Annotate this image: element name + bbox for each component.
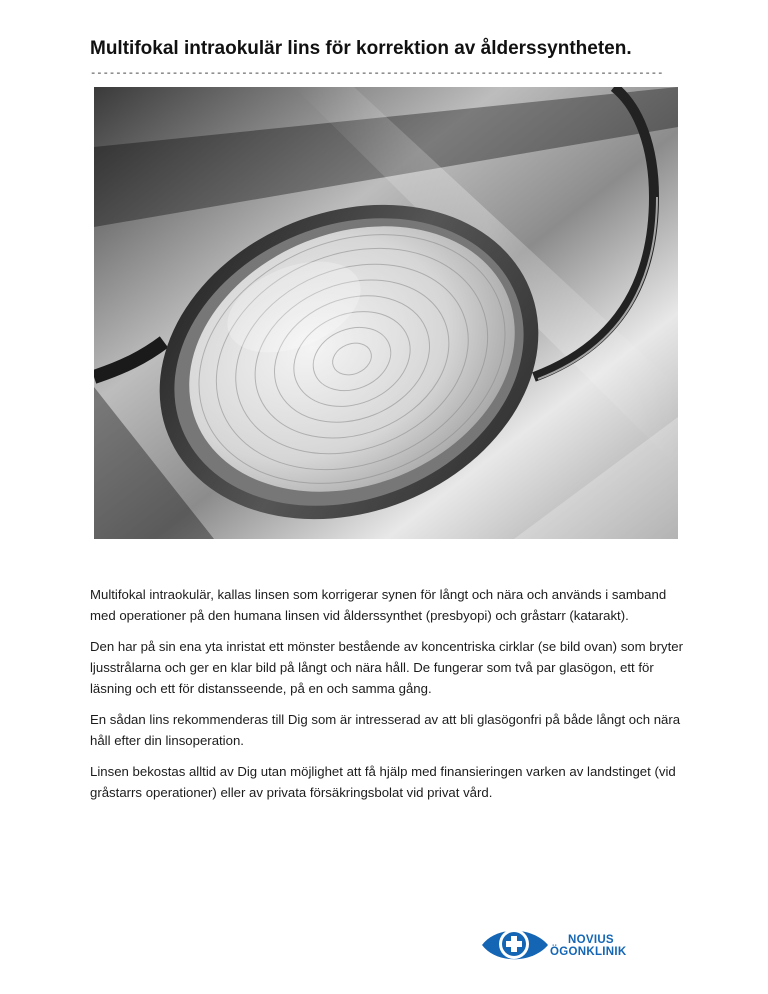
- intraocular-lens-photo: [94, 87, 678, 539]
- paragraph: Multifokal intraokulär, kallas linsen som korrigerar synen för långt och nära och används i samband med operationer på den humana linsen vid ålderssynthet (presbyopi) och gråstarr (katarakt).: [90, 587, 667, 623]
- clinic-logo: [480, 922, 640, 968]
- paragraph: Linsen bekostas alltid av Dig utan möjlighet att få hjälp med finansieringen varken av landstinget (vid gråstarrs operationer) eller av privata försäkringsbolat vid privat vård.: [90, 764, 676, 800]
- paragraph: En sådan lins rekommenderas till Dig som är intresserad av att bli glasögonfri på både långt och nära håll efter din linsoperation.: [90, 712, 681, 748]
- logo-line-1: NOVIUS: [568, 934, 614, 946]
- body-text: [90, 584, 690, 813]
- eye-cross-icon: [480, 922, 550, 968]
- paragraph: Den har på sin ena yta inristat ett mönster bestående av koncentriska cirklar (se bild ovan) som bryter ljusstrålarna och ger en klar bild på långt och nära håll. De fungerar som två par glasögon, ett för läsning och ett för distansseende, på en och samma gång.: [90, 639, 683, 696]
- title-separator: -------------------------------------------------------------------------------------------: [90, 68, 664, 80]
- page-title: Multifokal intraokulär lins för korrektion av ålderssyntheten.: [90, 38, 632, 59]
- logo-line-2: ÖGONKLINIK: [550, 946, 627, 958]
